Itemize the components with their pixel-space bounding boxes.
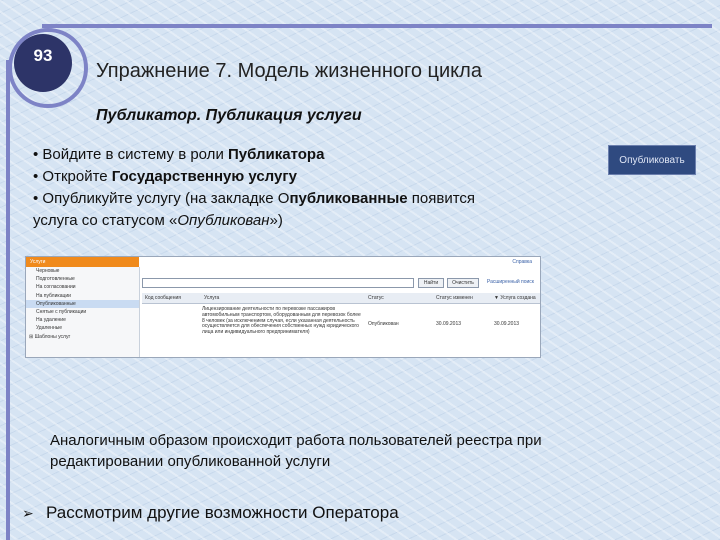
table-row[interactable] (142, 305, 540, 353)
sidebar-item-unpublished[interactable]: Снятые с публикации (36, 308, 87, 315)
column-header-service[interactable]: Услуга (204, 295, 220, 301)
column-header-created[interactable]: ▼ Услуга создана (494, 295, 536, 301)
row-service-name: Лицензирование деятельности по перевозке пассажиров автомобильным транспортом, оборудованным для перевозок более 8 человек (за исключением случая, если указанная деятельность осуществляется для обеспечения собственных нужд юридического лица или индивидуального предпринимателя) (202, 306, 361, 336)
slide-subtitle: Публикатор. Публикация услуги (96, 107, 362, 124)
instruction-list (33, 144, 593, 232)
sidebar-item-drafts[interactable]: Черновые (36, 268, 60, 274)
row-created-date: 30.09.2013 (494, 321, 520, 327)
bullet-login: • Войдите в систему в роли Публикатора (33, 146, 325, 163)
publish-button[interactable]: Опубликовать (608, 145, 696, 175)
find-button[interactable]: Найти (418, 278, 444, 288)
row-changed-date: 30.09.2013 (436, 321, 462, 327)
advanced-search-link[interactable]: Расширенный поиск (486, 279, 534, 285)
sidebar-item-approval[interactable]: На согласовании (36, 284, 76, 291)
sidebar-item-published[interactable]: Опубликованные (26, 300, 139, 308)
sidebar-item-publishing[interactable]: На публикации (36, 292, 71, 299)
arrow-bullet-icon: ➢ (22, 504, 34, 521)
slide-title: Упражнение 7. Модель жизненного цикла (96, 60, 482, 82)
column-header-status[interactable]: Статус (368, 295, 384, 301)
row-status: Опубликован (368, 321, 399, 327)
table-header (142, 293, 540, 304)
bullet-publish: • Опубликуйте услугу (на закладке Опубликованные появится (33, 190, 476, 207)
slide-number: 93 (14, 34, 72, 92)
sidebar-group-templates[interactable]: ⊞ Шаблоны услуг (29, 333, 71, 340)
sidebar-item-prepared[interactable]: Подготовленные (36, 276, 75, 283)
help-link[interactable]: Справка (512, 259, 532, 265)
clear-button[interactable]: Очистить (447, 278, 479, 288)
bullet-status: услуга со статусом «Опубликован») (33, 212, 283, 229)
services-panel-header: Услуги (26, 257, 139, 267)
search-input[interactable] (142, 278, 414, 288)
sidebar-item-deleted[interactable]: Удаленные (36, 325, 63, 332)
column-header-changed[interactable]: Статус изменен (436, 295, 473, 301)
services-sidebar (26, 267, 140, 357)
column-header-code[interactable]: Код сообщения (145, 295, 181, 301)
embedded-screenshot (25, 256, 541, 358)
bullet-open: • Откройте Государственную услугу (33, 168, 297, 185)
left-decor-line (6, 60, 10, 540)
final-point (22, 503, 399, 523)
top-decor-line (42, 24, 712, 28)
note-text: Аналогичным образом происходит работа пользователей реестра при редактировании опубликованной услуги (50, 432, 542, 470)
final-point-text: Рассмотрим другие возможности Оператора (46, 503, 399, 522)
sidebar-item-to-delete[interactable]: На удаление (36, 317, 66, 324)
